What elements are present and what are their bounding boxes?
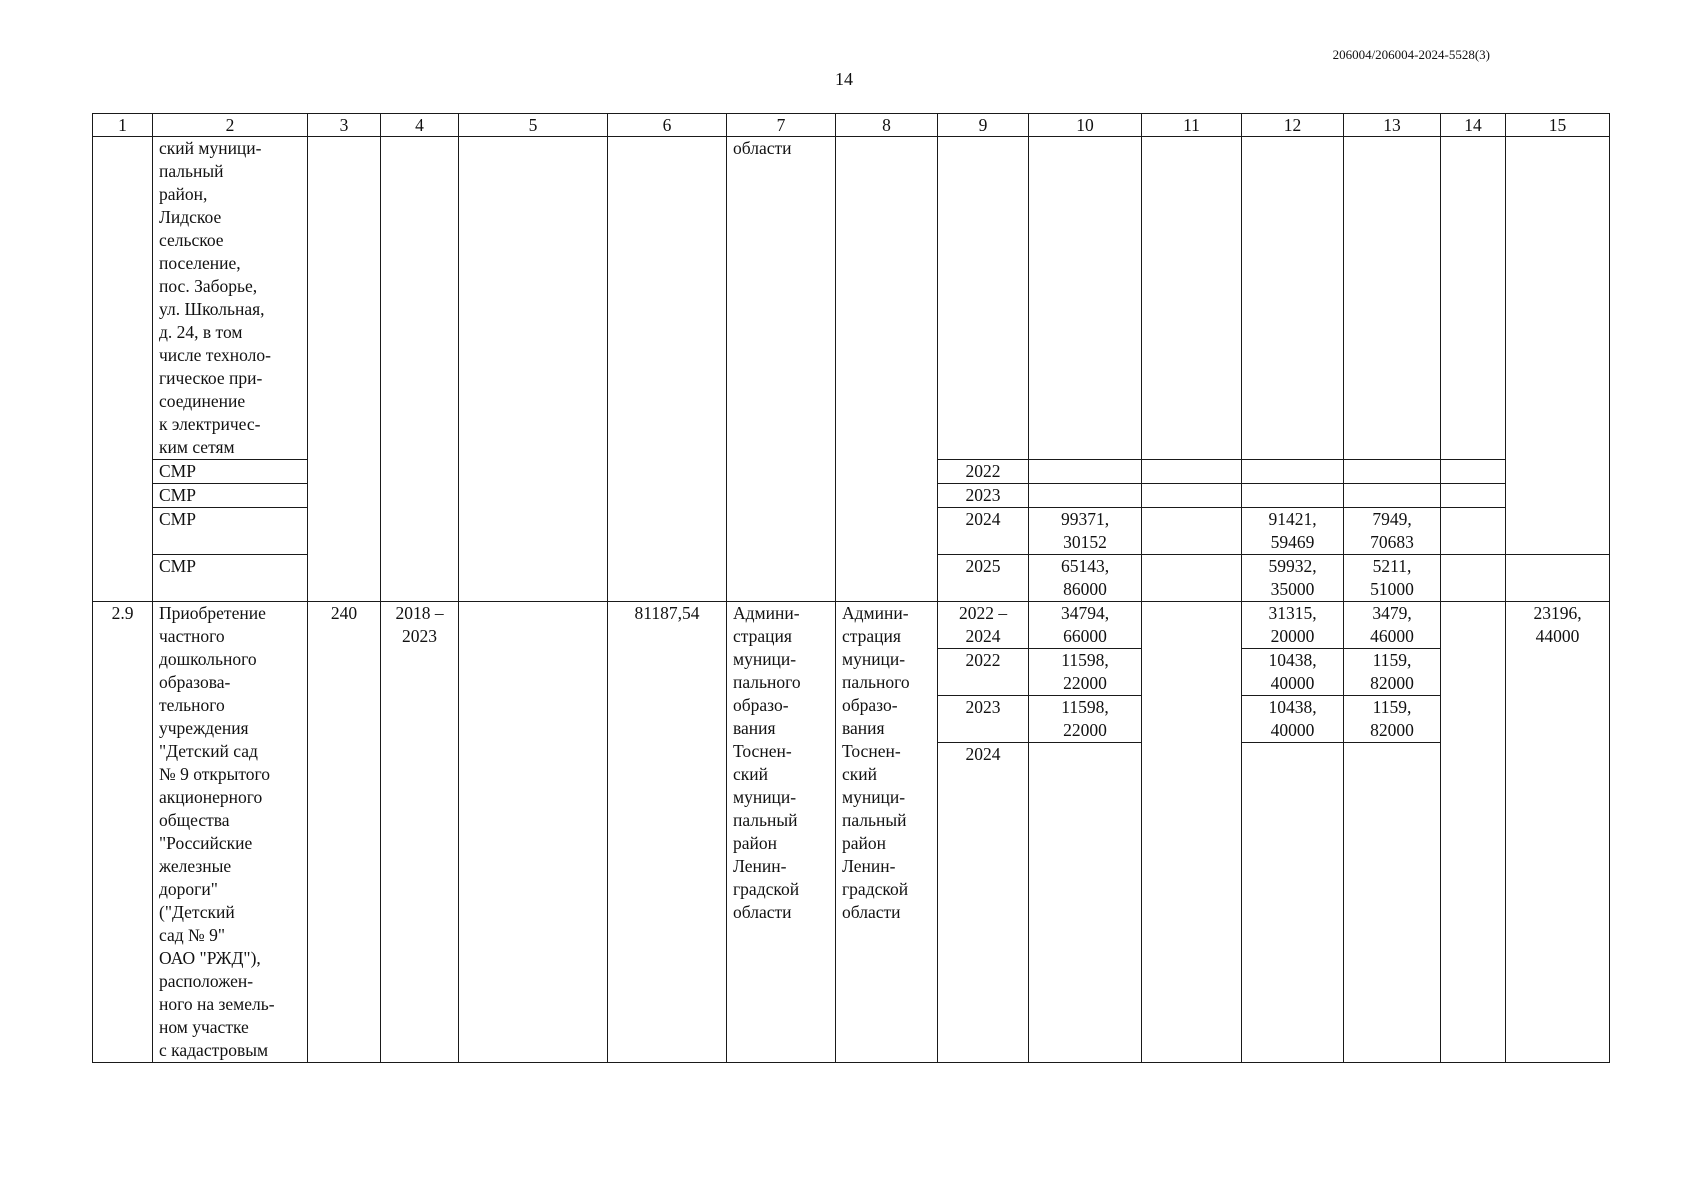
cell	[608, 137, 727, 460]
cell-c10: 65143, 86000	[1029, 555, 1142, 602]
cell-c7: Админи- страция муници- пального образо- вания Тоснен- ский муници- пальный район Ленин- градской области	[727, 602, 836, 1063]
cell	[1506, 555, 1610, 602]
cell-c10	[1029, 484, 1142, 508]
cell-c12: 59932, 35000	[1242, 555, 1344, 602]
cell	[836, 460, 938, 484]
cell	[1441, 460, 1506, 484]
cell-c12: 31315, 20000	[1242, 602, 1344, 649]
page-number: 14	[835, 69, 853, 89]
cell	[727, 555, 836, 602]
cell	[308, 137, 381, 460]
cell-year: 2025	[938, 555, 1029, 602]
cell	[459, 508, 608, 555]
table-row	[93, 460, 1610, 484]
cell-c13: 1159, 82000	[1344, 696, 1441, 743]
cell-c13	[1344, 484, 1441, 508]
header-cell: 3	[308, 114, 381, 137]
table-row	[93, 137, 1610, 460]
cell	[1142, 484, 1242, 508]
cell	[727, 484, 836, 508]
cell-c8: Админи- страция муници- пального образо- вания Тоснен- ский муници- пальный район Ленин- градской области	[836, 602, 938, 1063]
cell	[459, 137, 608, 460]
cell	[1142, 555, 1242, 602]
cell	[381, 555, 459, 602]
header-cell: 1	[93, 114, 153, 137]
cell-c10	[1029, 743, 1142, 1063]
cell-year: 2023	[938, 696, 1029, 743]
cell-c6: 81187,54	[608, 602, 727, 1063]
cell-year: 2024	[938, 743, 1029, 1063]
cell-year: 2022	[938, 460, 1029, 484]
header-cell: 2	[153, 114, 308, 137]
cell	[381, 460, 459, 484]
cell	[1344, 137, 1441, 460]
cell-c13: 5211, 51000	[1344, 555, 1441, 602]
cell	[608, 484, 727, 508]
cell-name: Приобретение частного дошкольного образова- тельного учреждения "Детский сад № 9 открытого акционерного общества "Российские железные дороги" ("Детский сад № 9" ОАО "РЖД"), расположен- ного на земель- ном участке с кадастровым	[153, 602, 308, 1063]
cell-year: 2022	[938, 649, 1029, 696]
header-cell: 11	[1142, 114, 1242, 137]
cell	[1506, 137, 1610, 555]
cell-c13	[1344, 743, 1441, 1063]
header-cell: 13	[1344, 114, 1441, 137]
cell-c13: 7949, 70683	[1344, 508, 1441, 555]
cell	[938, 137, 1029, 460]
cell-c3: 240	[308, 602, 381, 1063]
cell	[308, 460, 381, 484]
cell-c13: 1159, 82000	[1344, 649, 1441, 696]
cell	[459, 602, 608, 1063]
cell-num: 2.9	[93, 602, 153, 1063]
cell-c12: 91421, 59469	[1242, 508, 1344, 555]
table-row	[93, 484, 1610, 508]
cell	[1142, 137, 1242, 460]
cell	[1441, 555, 1506, 602]
cell-name: СМР	[153, 484, 308, 508]
header-cell: 8	[836, 114, 938, 137]
cell-num	[93, 137, 153, 602]
cell	[381, 137, 459, 460]
cell	[608, 460, 727, 484]
cell	[459, 484, 608, 508]
cell	[308, 484, 381, 508]
cell	[1029, 137, 1142, 460]
cell	[836, 137, 938, 460]
cell-c10: 11598, 22000	[1029, 696, 1142, 743]
header-row	[93, 114, 1610, 137]
table-row	[93, 555, 1610, 602]
cell-c15: 23196, 44000	[1506, 602, 1610, 1063]
table-row	[93, 508, 1610, 555]
cell	[836, 555, 938, 602]
table-row	[93, 602, 1610, 649]
cell	[1142, 602, 1242, 1063]
cell-year: 2024	[938, 508, 1029, 555]
cell	[1441, 484, 1506, 508]
header-cell: 4	[381, 114, 459, 137]
cell	[1441, 602, 1506, 1063]
cell-c10: 99371, 30152	[1029, 508, 1142, 555]
cell-c12	[1242, 484, 1344, 508]
cell-c10	[1029, 460, 1142, 484]
header-cell: 14	[1441, 114, 1506, 137]
cell-c7: области	[727, 137, 836, 460]
header-cell: 6	[608, 114, 727, 137]
header-cell: 15	[1506, 114, 1610, 137]
cell-c12	[1242, 743, 1344, 1063]
cell	[608, 555, 727, 602]
header-cell: 12	[1242, 114, 1344, 137]
cell	[1142, 460, 1242, 484]
cell-year: 2023	[938, 484, 1029, 508]
header-cell: 5	[459, 114, 608, 137]
cell	[608, 508, 727, 555]
cell	[381, 484, 459, 508]
cell-name: СМР	[153, 508, 308, 555]
cell-year: 2022 – 2024	[938, 602, 1029, 649]
cell	[727, 460, 836, 484]
header-cell: 7	[727, 114, 836, 137]
cell-name: СМР	[153, 555, 308, 602]
cell-c10: 34794, 66000	[1029, 602, 1142, 649]
document-number: 206004/206004-2024-5528(3)	[1332, 47, 1490, 62]
cell	[1441, 137, 1506, 460]
cell	[459, 555, 608, 602]
cell-name: СМР	[153, 460, 308, 484]
cell	[836, 484, 938, 508]
cell-c10: 11598, 22000	[1029, 649, 1142, 696]
cell	[1441, 508, 1506, 555]
cell	[1142, 508, 1242, 555]
data-table	[92, 113, 1610, 1063]
cell	[836, 508, 938, 555]
cell	[308, 555, 381, 602]
cell-c4: 2018 – 2023	[381, 602, 459, 1063]
cell	[1242, 137, 1344, 460]
cell	[308, 508, 381, 555]
header-cell: 9	[938, 114, 1029, 137]
cell-c12: 10438, 40000	[1242, 696, 1344, 743]
cell-name-continued: ский муници- пальный район, Лидское сельское поселение, пос. Заборье, ул. Школьная, д. 24, в том числе техноло- гическое при- соединение к электричес- ким сетям	[153, 137, 308, 460]
cell	[459, 460, 608, 484]
cell-c12: 10438, 40000	[1242, 649, 1344, 696]
cell-c12	[1242, 460, 1344, 484]
cell	[727, 508, 836, 555]
header-cell: 10	[1029, 114, 1142, 137]
cell-c13: 3479, 46000	[1344, 602, 1441, 649]
cell-c13	[1344, 460, 1441, 484]
cell	[381, 508, 459, 555]
